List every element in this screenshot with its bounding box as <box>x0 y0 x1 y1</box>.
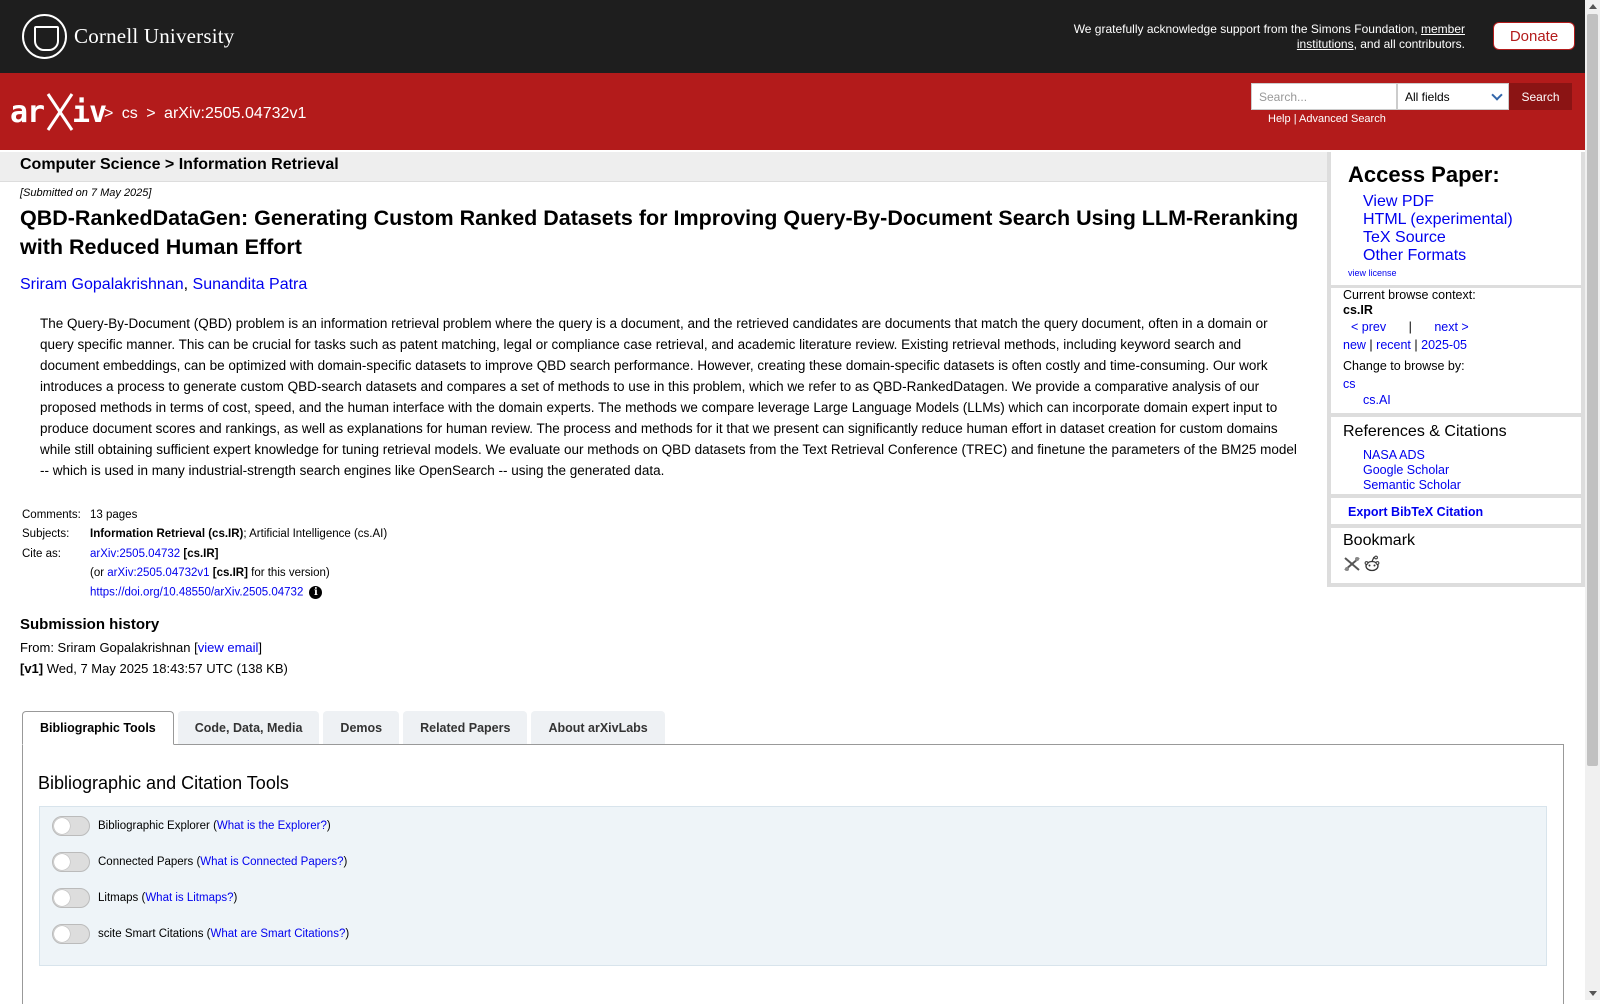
explorer-toggle[interactable] <box>52 816 90 836</box>
divider <box>1331 524 1581 528</box>
tab-about-arxivlabs[interactable]: About arXivLabs <box>531 711 664 744</box>
advanced-search-link[interactable]: Advanced Search <box>1299 113 1386 125</box>
access-paper-title: Access Paper: <box>1348 162 1500 187</box>
tools-box <box>39 806 1547 966</box>
divider <box>1331 494 1581 498</box>
doi-link[interactable]: https://doi.org/10.48550/arXiv.2505.04732 <box>90 586 304 599</box>
ack-text-post: , and all contributors. <box>1353 37 1465 51</box>
comments-label: Comments: <box>22 508 81 521</box>
subject-header <box>0 152 1327 182</box>
tab-code-data-media[interactable]: Code, Data, Media <box>178 711 320 744</box>
v1-label: [v1] <box>20 661 44 676</box>
prev-link[interactable]: < prev <box>1351 320 1387 334</box>
reddit-icon[interactable] <box>1363 555 1381 573</box>
google-scholar-link[interactable]: Google Scholar <box>1363 463 1450 477</box>
bookmark-heading: Bookmark <box>1343 532 1416 549</box>
divider <box>1331 413 1581 417</box>
tool-row-litmaps: Litmaps ( What is Litmaps? ) <box>52 888 237 908</box>
bookmark-icons <box>1343 555 1383 573</box>
cite-version-post: for this version) <box>251 567 330 580</box>
search-input[interactable]: Search... <box>1251 83 1397 110</box>
doi-row <box>22 583 387 603</box>
tool-label: Litmaps <box>98 892 139 904</box>
doi-value <box>90 586 322 599</box>
sidebar <box>1327 152 1585 587</box>
submission-from <box>20 640 262 655</box>
comments-row <box>22 505 387 525</box>
view-license-link[interactable]: view license <box>1348 268 1397 278</box>
cornell-name: Cornell University <box>74 24 235 48</box>
v1-text: Wed, 7 May 2025 18:43:57 UTC (138 KB) <box>43 661 288 676</box>
search-button[interactable]: Search <box>1509 83 1572 110</box>
submission-history-heading: Submission history <box>20 616 160 633</box>
cite-version-category: [cs.IR] <box>212 567 248 580</box>
breadcrumb <box>104 105 310 123</box>
access-links <box>1363 193 1513 265</box>
help-link[interactable]: Help <box>1268 113 1291 125</box>
author-link[interactable]: Sriram Gopalakrishnan <box>20 276 184 293</box>
refs-heading: References & Citations <box>1343 423 1507 440</box>
svg-text:ar: ar <box>10 95 45 130</box>
subject-header-text: Computer Science > Information Retrieval <box>20 156 339 173</box>
tex-source-link[interactable]: TeX Source <box>1363 229 1446 246</box>
comments-value: 13 pages <box>90 508 138 521</box>
scite-toggle[interactable] <box>52 924 90 944</box>
refs-list <box>1363 448 1461 493</box>
bibsonomy-icon[interactable] <box>1343 555 1361 573</box>
subjects-row <box>22 525 387 545</box>
browse-cs-link[interactable]: cs <box>1343 377 1356 391</box>
cite-category: [cs.IR] <box>183 547 219 560</box>
browse-box <box>1331 288 1581 549</box>
change-browse-label: Change to browse by: <box>1343 359 1465 373</box>
litmaps-toggle[interactable] <box>52 888 90 908</box>
browse-lists <box>1343 338 1467 352</box>
scroll-thumb[interactable] <box>1587 14 1598 766</box>
donate-button[interactable]: Donate <box>1493 22 1575 50</box>
semantic-scholar-link[interactable]: Semantic Scholar <box>1363 478 1461 492</box>
browse-context-value: cs.IR <box>1343 303 1373 317</box>
tool-label: Bibliographic Explorer <box>98 820 210 832</box>
breadcrumb-cs[interactable]: cs <box>121 105 138 122</box>
browse-context-label: Current browse context: <box>1343 288 1476 302</box>
submission-from-close: ] <box>258 640 263 655</box>
tool-row-explorer: Bibliographic Explorer ( What is the Explorer? ) <box>52 816 331 836</box>
tool-info-link[interactable]: What is Connected Papers? <box>200 856 344 868</box>
access-paper-box <box>1331 152 1581 285</box>
svg-text:iv: iv <box>72 95 107 130</box>
search-links <box>1268 113 1386 125</box>
tool-row-connected-papers: Connected Papers ( What is Connected Papers? ) <box>52 852 347 872</box>
cite-or-pre: (or <box>90 567 108 580</box>
bookmark-box <box>1331 549 1581 583</box>
abstract: The Query-By-Document (QBD) problem is an information retrieval problem where the query is a document, and the retrieved candidates are documents that match the query document, often in a domain or query specific manner. This can be crucial for tasks such as patent matching, legal or compliance case retrieval, and academic literature review. Existing retrieval methods, including keyword search and document embeddings, can be optimized with domain-specific datasets to improve QBD search performance. However, creating these domain-specific datasets is often costly and time-consuming. Our work introduces a process to generate custom QBD-search datasets and compares a set of methods to use in this problem, which we refer to as QBD-RankedDatagen. We provide a comparative analysis of our proposed methods in terms of cost, speed, and the human interface with the domain experts. The methods we compare leverage Large Language Models (LLMs) which can incorporate domain expert input to produce document scores and rankings, as well as explanations for human review. The process and methods for it that we present can significantly reduce human effort in dataset creation for custom domains while still obtaining sufficient expert knowledge for tuning retrieval models. We evaluate our methods on QBD datasets from the Text Retrieval Conference (TREC) and finetune the parameters of the BM25 model -- which is used in many industrial-strength search engines like OpenSearch -- using the generated data. <box>40 316 1297 478</box>
browse-csai-link[interactable]: cs.AI <box>1363 393 1391 407</box>
subject-secondary: ; Artificial Intelligence (cs.AI) <box>243 528 388 541</box>
arxiv-logo-icon <box>10 92 107 132</box>
top-bar <box>0 0 1585 73</box>
breadcrumb-sep: > <box>104 105 114 122</box>
member-institutions-link[interactable]: member institutions <box>1296 22 1465 51</box>
arxiv-logo[interactable] <box>10 92 107 140</box>
cite-link[interactable]: arXiv:2505.04732 <box>90 547 181 560</box>
scrollbar[interactable] <box>1585 0 1600 1000</box>
tool-info-link[interactable]: What are Smart Citations? <box>210 928 346 940</box>
recent-link[interactable]: recent <box>1376 338 1411 352</box>
cite-label: Cite as: <box>22 547 61 560</box>
tool-label: Connected Papers <box>98 856 194 868</box>
labs-tabs <box>22 711 669 745</box>
link-separator: | <box>1293 113 1297 125</box>
ack-text-pre: We gratefully acknowledge support from the Simons Foundation, <box>1073 22 1421 36</box>
month-link[interactable]: 2025-05 <box>1421 338 1467 352</box>
tool-info-link[interactable]: What is Litmaps? <box>145 892 234 904</box>
connected-papers-toggle[interactable] <box>52 852 90 872</box>
tool-info-link[interactable]: What is the Explorer? <box>216 820 327 832</box>
submitted-date: [Submitted on 7 May 2025] <box>20 187 152 199</box>
acknowledgment <box>1045 22 1465 52</box>
browse-sep: | <box>1369 338 1373 352</box>
chevron-down-icon <box>1491 89 1502 100</box>
other-formats-link[interactable]: Other Formats <box>1363 247 1467 264</box>
prev-next <box>1351 320 1469 334</box>
view-pdf-link[interactable]: View PDF <box>1363 193 1434 210</box>
breadcrumb-sep: > <box>146 105 156 122</box>
authors <box>20 276 307 294</box>
author-separator: , <box>183 276 193 293</box>
submission-v1 <box>20 661 288 676</box>
view-email-link[interactable]: view email <box>197 640 259 655</box>
cite-version-value <box>90 567 330 579</box>
prev-next-sep: | <box>1408 320 1412 334</box>
metadata-table <box>22 505 387 603</box>
tool-label: scite Smart Citations <box>98 928 204 940</box>
cite-row <box>22 544 387 564</box>
info-icon[interactable]: i <box>309 586 322 599</box>
export-bibtex-link[interactable]: Export BibTeX Citation <box>1348 505 1484 519</box>
author-link[interactable]: Sunandita Patra <box>192 276 308 293</box>
nasa-ads-link[interactable]: NASA ADS <box>1363 448 1425 462</box>
cornell-seal-icon <box>22 14 67 59</box>
tab-demos[interactable]: Demos <box>323 711 399 744</box>
paper-title: QBD-RankedDataGen: Generating Custom Ranked Datasets for Improving Query-By-Document Search Using LLM-Reranking with Reduced Human Effort <box>20 206 1299 259</box>
scroll-up-icon[interactable] <box>1589 4 1597 9</box>
tab-bibliographic-tools[interactable]: Bibliographic Tools <box>22 711 174 745</box>
subject-primary: Information Retrieval (cs.IR) <box>90 528 244 541</box>
subjects-value <box>90 528 387 540</box>
submission-from-text: From: Sriram Gopalakrishnan [ <box>20 640 198 655</box>
cornell-logo[interactable] <box>22 14 235 59</box>
search-field-value: All fields <box>1405 89 1450 104</box>
cite-value <box>90 548 219 560</box>
search-field-select[interactable] <box>1397 83 1509 110</box>
new-link[interactable]: new <box>1343 338 1366 352</box>
subjects-label: Subjects: <box>22 528 70 541</box>
scroll-down-icon[interactable] <box>1589 991 1597 996</box>
cite-version-link[interactable]: arXiv:2505.04732v1 <box>107 567 210 580</box>
breadcrumb-paper-id: arXiv:2505.04732v1 <box>164 105 307 122</box>
browse-sep: | <box>1414 338 1418 352</box>
cite-version-row <box>22 564 387 584</box>
tab-related-papers[interactable]: Related Papers <box>403 711 527 744</box>
panel-title: Bibliographic and Citation Tools <box>38 773 289 793</box>
tool-row-scite: scite Smart Citations ( What are Smart Citations? ) <box>52 924 349 944</box>
next-link[interactable]: next > <box>1434 320 1469 334</box>
html-experimental-link[interactable]: HTML (experimental) <box>1363 211 1513 228</box>
